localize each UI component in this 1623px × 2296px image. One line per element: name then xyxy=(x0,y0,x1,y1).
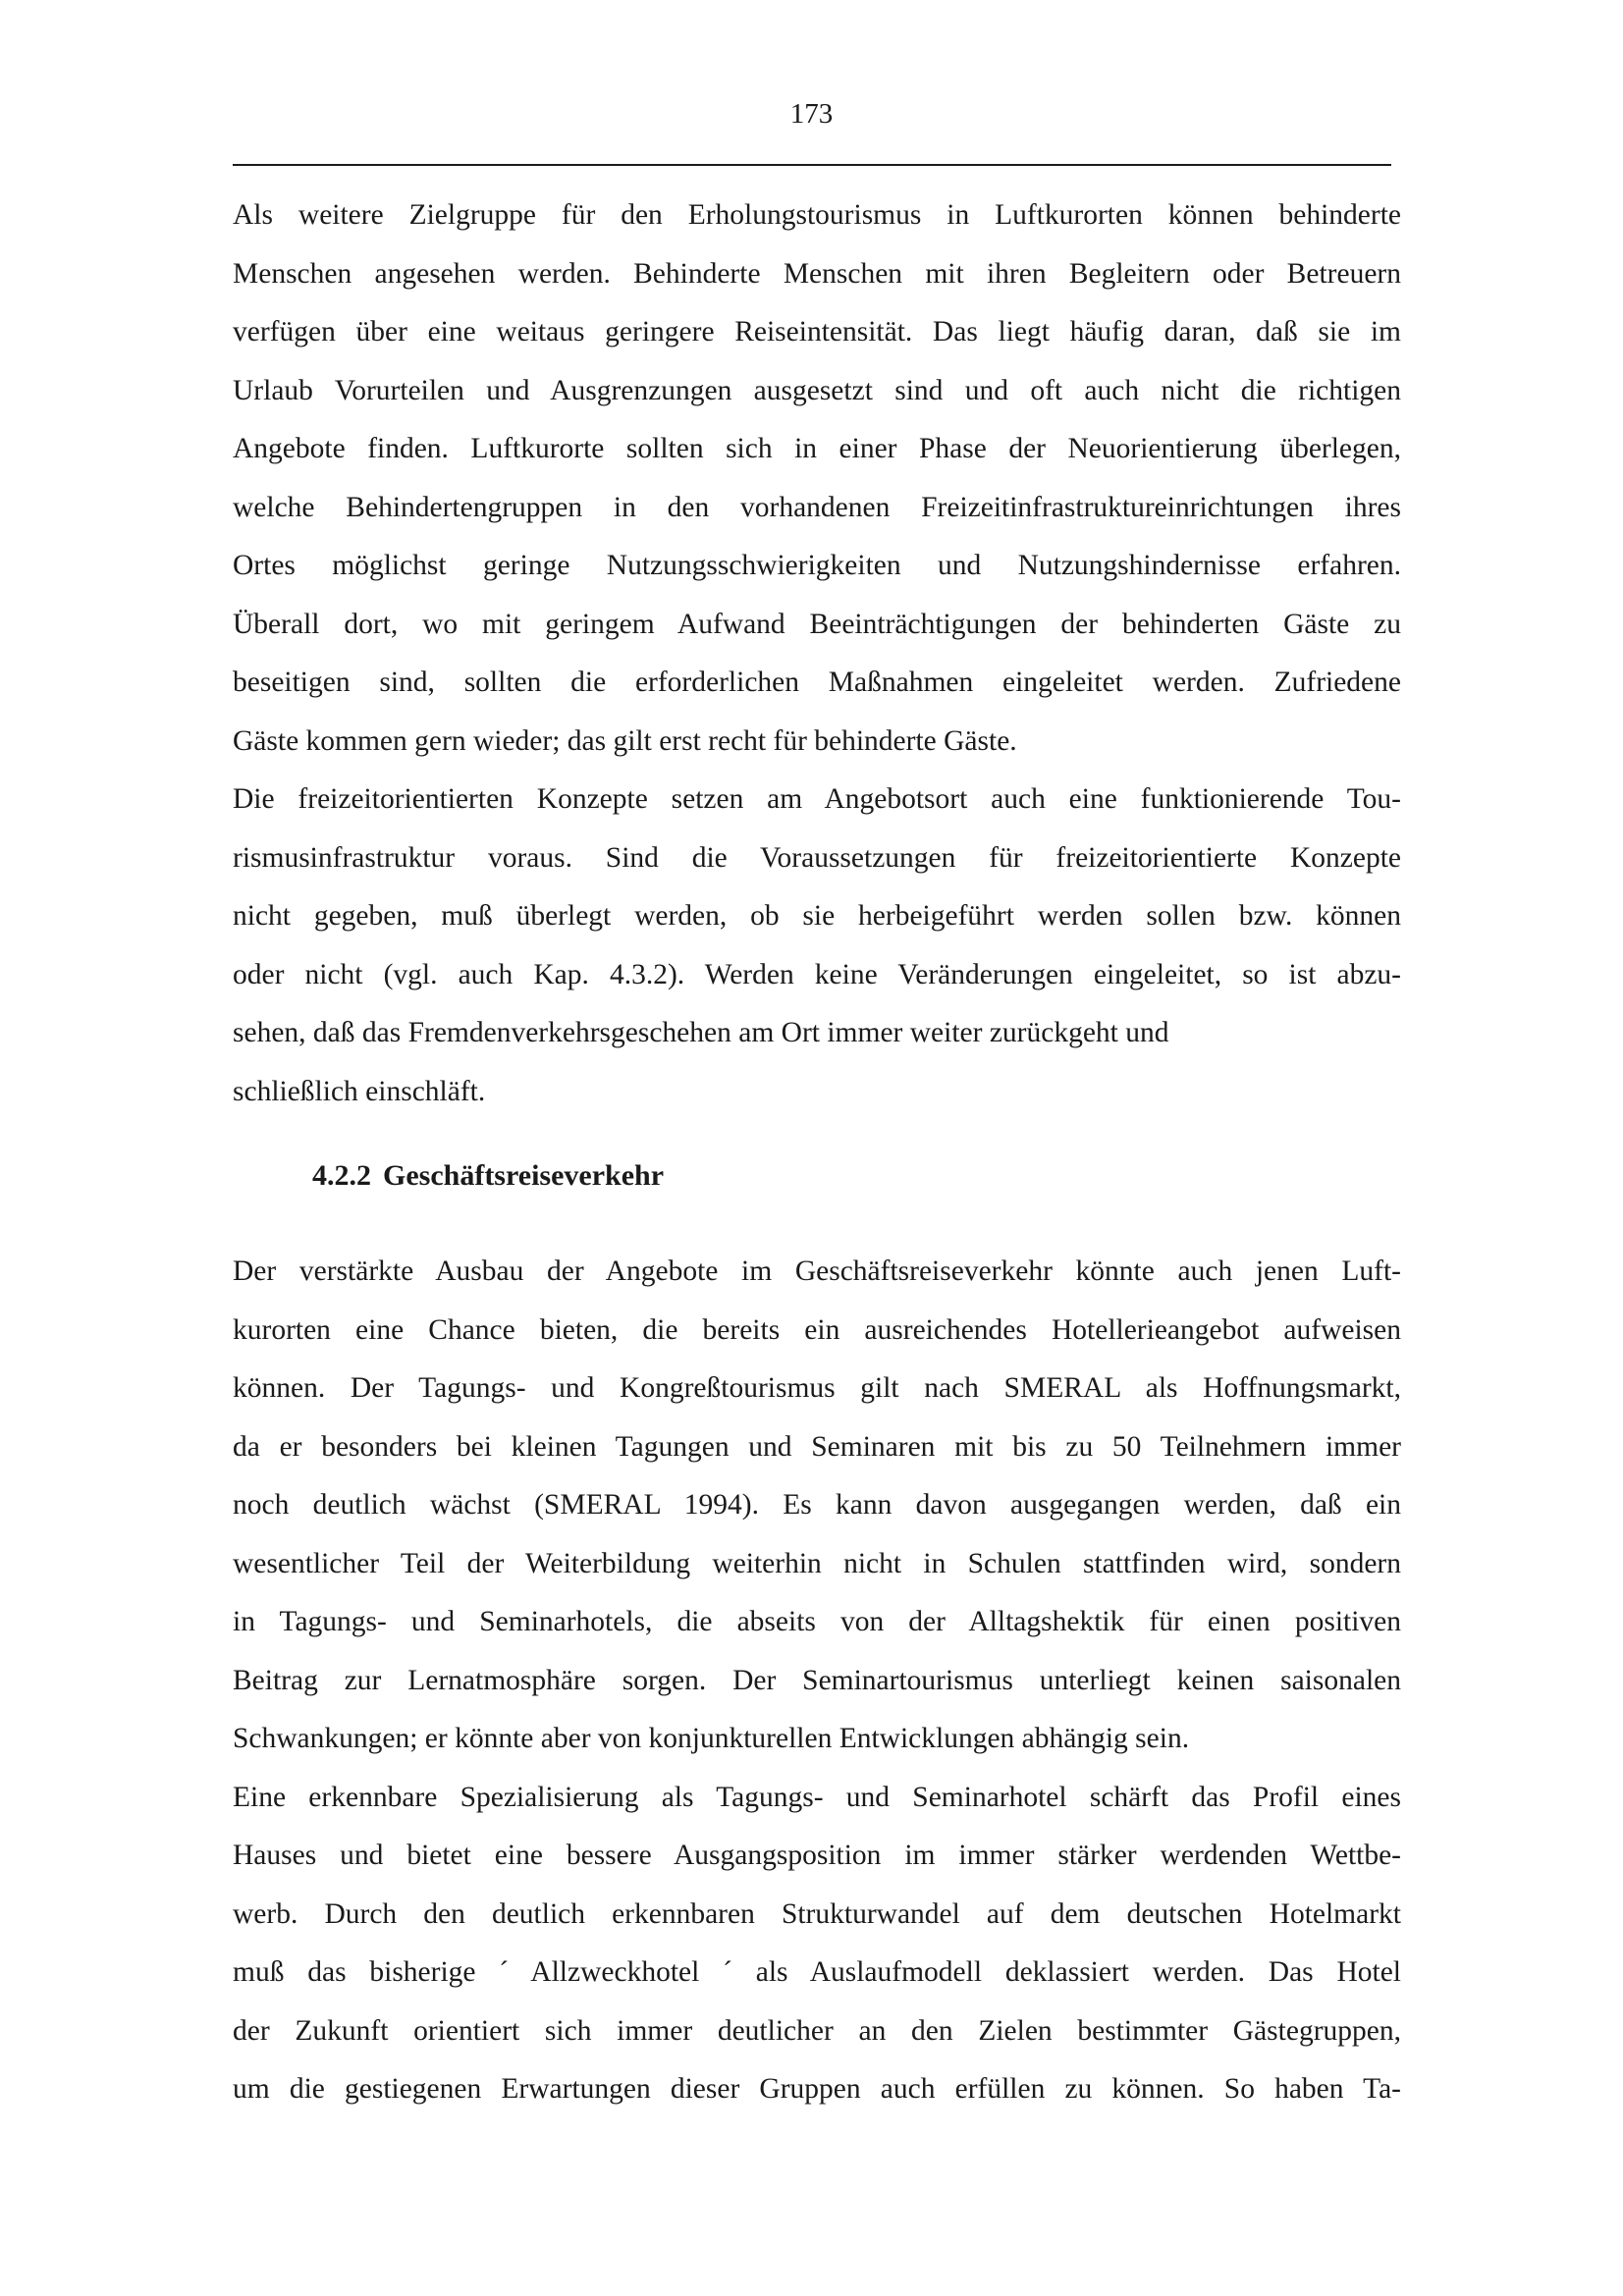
header-rule xyxy=(233,164,1391,166)
text-line: wesentlicher Teil der Weiterbildung weiterhin nicht in Schulen stattfinden wird, sondern xyxy=(233,1547,1401,1579)
text-line: Menschen angesehen werden. Behinderte Menschen mit ihren Begleitern oder Betreuern xyxy=(233,257,1401,290)
text-line: verfügen über eine weitaus geringere Reiseintensität. Das liegt häufig daran, daß sie im xyxy=(233,316,1401,347)
text-line: Der verstärkte Ausbau der Angebote im Geschäftsreiseverkehr könnte auch jenen Luft- xyxy=(233,1255,1401,1287)
section-heading xyxy=(312,1156,664,1196)
text-line: Eine erkennbare Spezialisierung als Tagungs- und Seminarhotel schärft das Profil eines xyxy=(233,1781,1401,1813)
text-line: Gäste kommen gern wieder; das gilt erst recht für behinderte Gäste. xyxy=(233,724,1017,757)
text-line: Überall dort, wo mit geringem Aufwand Beeinträchtigungen der behinderten Gäste zu xyxy=(233,608,1401,640)
paragraph-block-2 xyxy=(233,1243,1411,2119)
text-line: nicht gegeben, muß überlegt werden, ob sie herbeigeführt werden sollen bzw. können xyxy=(233,900,1401,932)
text-line: Als weitere Zielgruppe für den Erholungstourismus in Luftkurorten können behinderte xyxy=(233,199,1401,231)
text-line: welche Behindertengruppen in den vorhandenen Freizeitinfrastruktureinrichtungen ihres xyxy=(233,491,1401,523)
text-line: der Zukunft orientiert sich immer deutlicher an den Zielen bestimmter Gästegruppen, xyxy=(233,2014,1401,2047)
text-line: Die freizeitorientierten Konzepte setzen am Angebotsort auch eine funktionierende Tou- xyxy=(233,783,1401,815)
text-line: Urlaub Vorurteilen und Ausgrenzungen ausgesetzt sind und oft auch nicht die richtigen xyxy=(233,374,1401,406)
text-line: Angebote finden. Luftkurorte sollten sich in einer Phase der Neuorientierung überlegen, xyxy=(233,433,1401,464)
text-line: Beitrag zur Lernatmosphäre sorgen. Der Seminartourismus unterliegt keinen saisonalen xyxy=(233,1664,1401,1696)
section-title: Geschäftsreiseverkehr xyxy=(383,1159,665,1192)
text-line: können. Der Tagungs- und Kongreßtourismus gilt nach SMERAL als Hoffnungsmarkt, xyxy=(233,1372,1401,1404)
text-line: oder nicht (vgl. auch Kap. 4.3.2). Werden keine Veränderungen eingeleitet, so ist abzu- xyxy=(233,958,1401,990)
text-line: Schwankungen; er könnte aber von konjunkturellen Entwicklungen abhängig sein. xyxy=(233,1723,1190,1754)
text-line: werb. Durch den deutlich erkennbaren Strukturwandel auf dem deutschen Hotelmarkt xyxy=(233,1897,1401,1930)
text-line: Ortes möglichst geringe Nutzungsschwierigkeiten und Nutzungshindernisse erfahren. xyxy=(233,550,1401,581)
section-number: 4.2.2 xyxy=(312,1159,371,1192)
text-line: muß das bisherige ´ Allzweckhotel ´ als Auslaufmodell deklassiert werden. Das Hotel xyxy=(233,1956,1401,1988)
text-line: in Tagungs- und Seminarhotels, die abseits von der Alltagshektik für einen positiven xyxy=(233,1606,1401,1637)
text-line: sehen, daß das Fremdenverkehrsgeschehen am Ort immer weiter zurückgeht und xyxy=(233,1017,1169,1048)
text-line: kurorten eine Chance bieten, die bereits ein ausreichendes Hotellerieangebot aufweisen xyxy=(233,1313,1401,1346)
text-line: beseitigen sind, sollten die erforderlichen Maßnahmen eingeleitet werden. Zufriedene xyxy=(233,667,1401,698)
page-number: 173 xyxy=(789,98,834,130)
text-line: da er besonders bei kleinen Tagungen und Seminaren mit bis zu 50 Teilnehmern immer xyxy=(233,1430,1401,1463)
text-line: schließlich einschläft. xyxy=(233,1075,486,1107)
text-line: rismusinfrastruktur voraus. Sind die Voraussetzungen für freizeitorientierte Konzepte xyxy=(233,841,1401,874)
paragraph-block-1 xyxy=(233,187,1411,1121)
text-line: um die gestiegenen Erwartungen dieser Gruppen auch erfüllen zu können. So haben Ta- xyxy=(233,2073,1401,2105)
text-line: noch deutlich wächst (SMERAL 1994). Es kann davon ausgegangen werden, daß ein xyxy=(233,1489,1401,1521)
text-line: Hauses und bietet eine bessere Ausgangsposition im immer stärker werdenden Wettbe- xyxy=(233,1840,1401,1871)
